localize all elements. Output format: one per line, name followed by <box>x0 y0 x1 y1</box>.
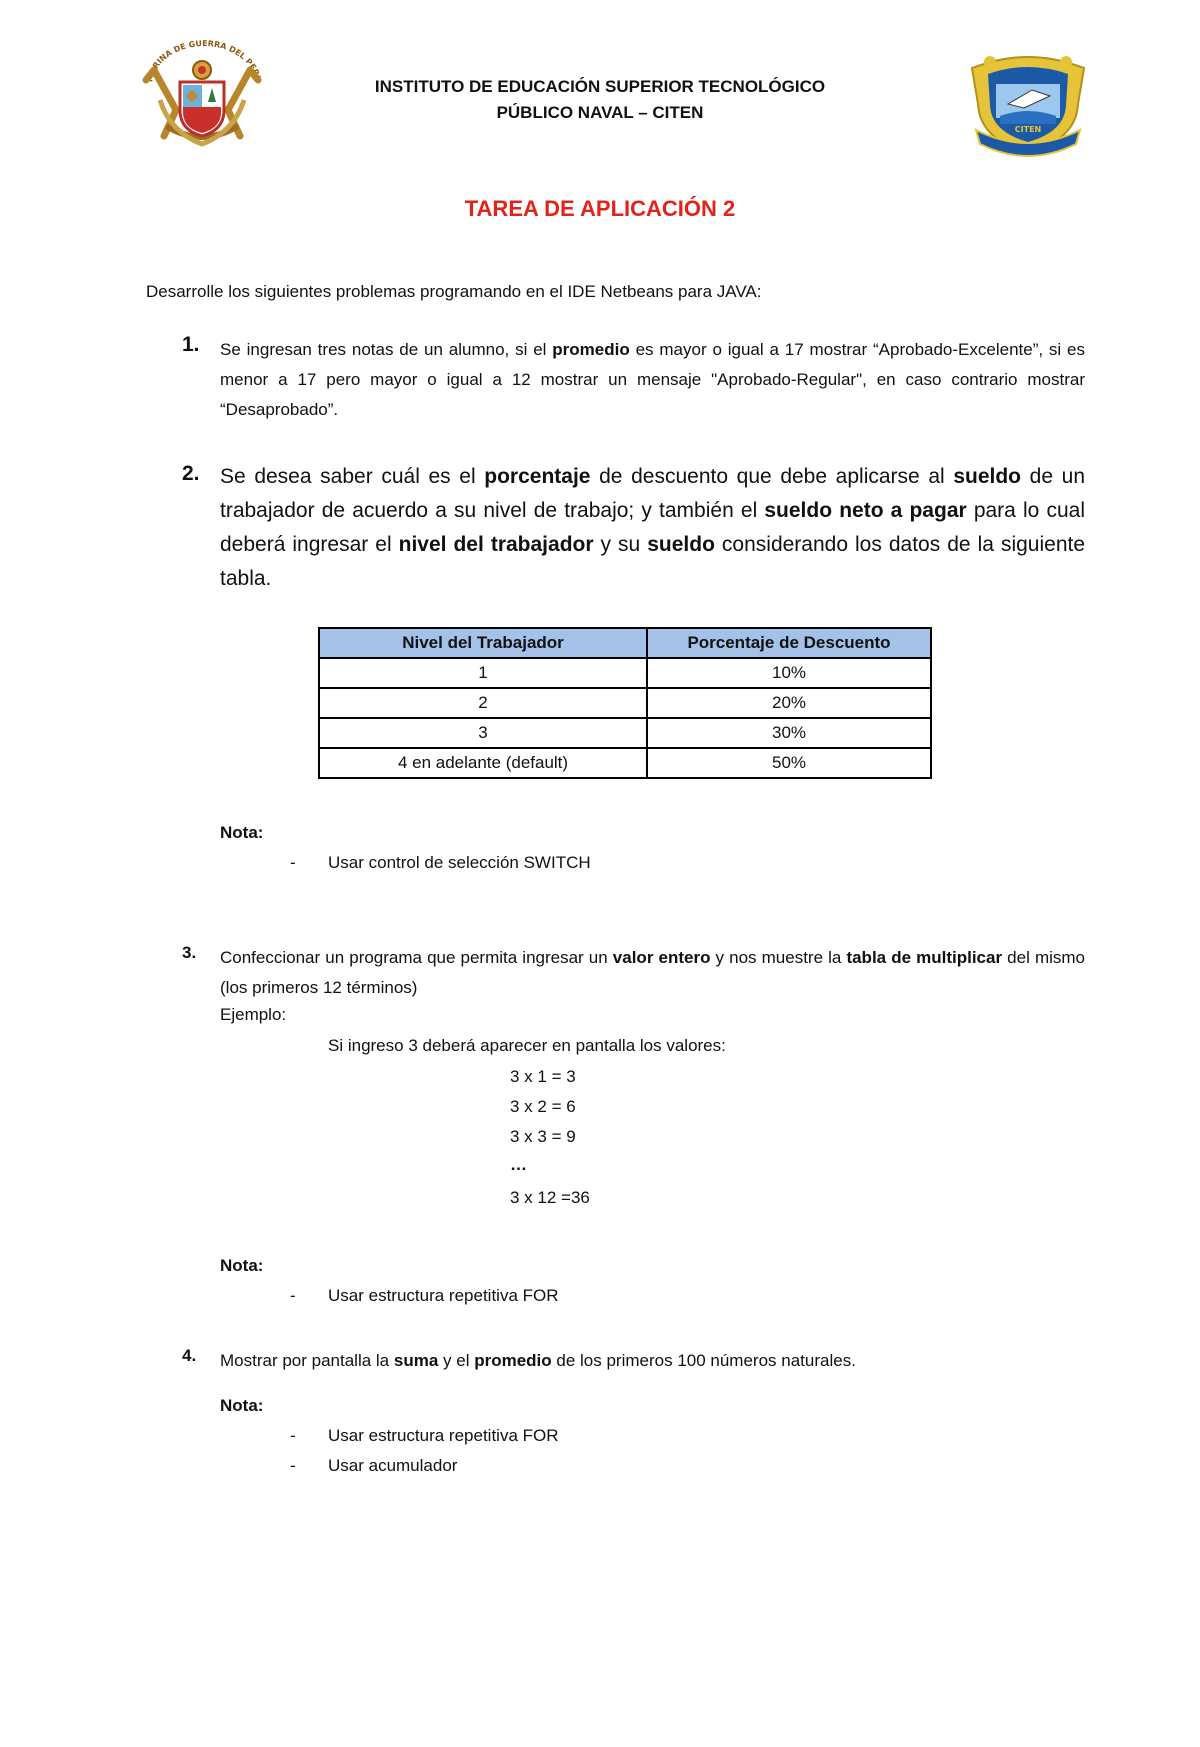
problem-4-number: 4. <box>182 1346 197 1365</box>
note-2-label: Nota: <box>220 1256 264 1275</box>
table-cell: 1 <box>319 658 647 688</box>
table-row <box>319 658 931 688</box>
note-1-bullet: - Usar control de selección SWITCH <box>290 853 591 872</box>
table-cell: 50% <box>647 748 931 778</box>
multiplication-line: 3 x 3 = 9 <box>510 1127 576 1146</box>
table-cell: 4 en adelante (default) <box>319 748 647 778</box>
problem-2-number: 2. <box>182 462 200 485</box>
table-cell: 30% <box>647 718 931 748</box>
page-title: TAREA DE APLICACIÓN 2 <box>464 196 736 221</box>
table-row <box>319 718 931 748</box>
problem-1-number: 1. <box>182 333 200 356</box>
table-row <box>319 688 931 718</box>
table-header-row <box>319 628 931 658</box>
table-header-cell: Nivel del Trabajador <box>319 628 647 658</box>
multiplication-line: 3 x 12 =36 <box>510 1188 590 1207</box>
example-text: Si ingreso 3 deberá aparecer en pantalla los valores: <box>328 1036 726 1055</box>
problem-2-text: Se desea saber cuál es el porcentaje de descuento que debe aplicarse al sueldo de un trabajador de acuerdo a su nivel de trabajo; y también el sueldo neto a pagar para lo cual deberá ingresar el nivel del trabajador y su sueldo considerando los datos de la siguiente tabla. <box>220 465 1086 590</box>
note-2-bullet: - Usar estructura repetitiva FOR <box>290 1286 559 1305</box>
note-3-bullet: - Usar estructura repetitiva FOR <box>290 1426 559 1445</box>
problem-4-text: Mostrar por pantalla la suma y el promedio de los primeros 100 números naturales. <box>220 1351 856 1370</box>
institute-name-line-2: PÚBLICO NAVAL – CITEN <box>496 103 704 122</box>
svg-text:MARINA DE GUERRA DEL PERU: MARINA DE GUERRA DEL PERU <box>145 40 263 83</box>
table-row <box>319 748 931 778</box>
table-cell: 20% <box>647 688 931 718</box>
note-3-bullet: - Usar acumulador <box>290 1456 458 1475</box>
institute-name-line-1: INSTITUTO DE EDUCACIÓN SUPERIOR TECNOLÓGICO <box>374 77 826 96</box>
note-1-label: Nota: <box>220 823 264 842</box>
table-cell: 10% <box>647 658 931 688</box>
table-cell: 3 <box>319 718 647 748</box>
problem-3-number: 3. <box>182 943 197 962</box>
intro-text: Desarrolle los siguientes problemas programando en el IDE Netbeans para JAVA: <box>146 282 762 301</box>
discount-table <box>318 627 932 779</box>
note-3-label: Nota: <box>220 1396 264 1415</box>
multiplication-ellipsis: … <box>510 1155 527 1174</box>
problem-1-text: Se ingresan tres notas de un alumno, si el promedio es mayor o igual a 17 mostrar “Aprobado-Excelente”, si es menor a 17 pero mayor o igual a 12 mostrar un mensaje "Aprobado-Regular", en caso contrario mostrar “Desaprobado”. <box>220 340 1086 419</box>
problem-3-text: Confeccionar un programa que permita ingresar un valor entero y nos muestre la tabla de multiplicar del mismo (los primeros 12 términos) <box>220 948 1085 997</box>
svg-text:CITEN: CITEN <box>1014 125 1042 134</box>
multiplication-line: 3 x 2 = 6 <box>510 1097 576 1116</box>
table-cell: 2 <box>319 688 647 718</box>
example-label: Ejemplo: <box>220 1005 287 1024</box>
table-header-cell: Porcentaje de Descuento <box>647 628 931 658</box>
multiplication-line: 3 x 1 = 3 <box>510 1067 576 1086</box>
